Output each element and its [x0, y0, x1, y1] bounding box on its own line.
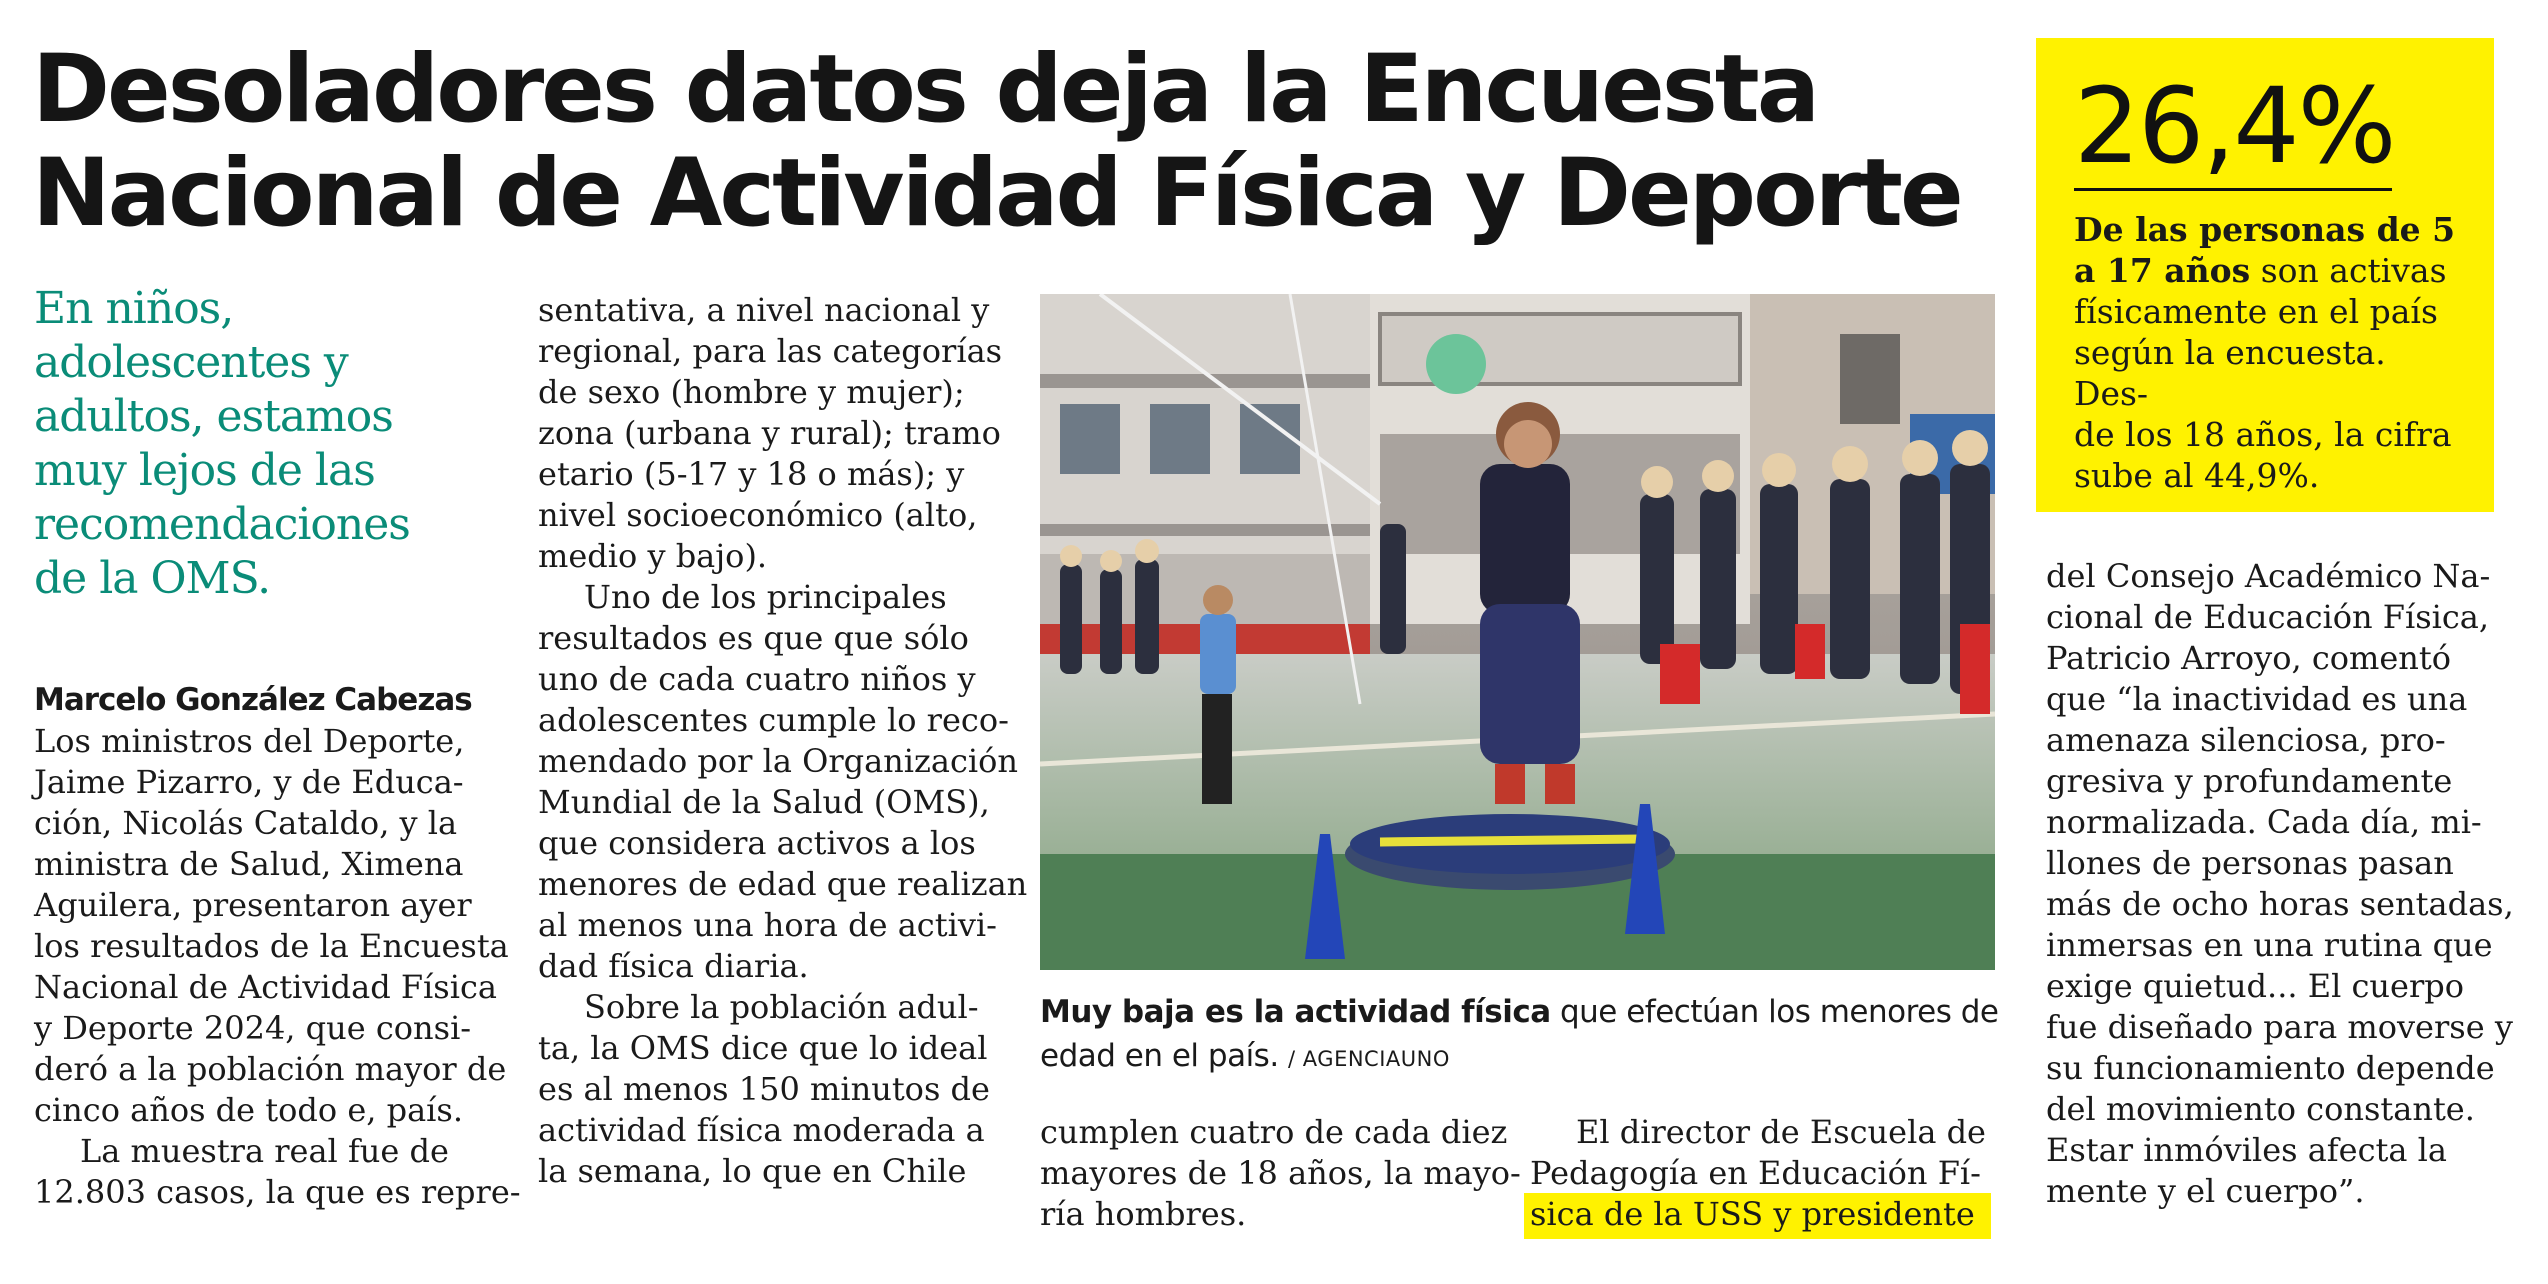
body-line: zona (urbana y rural); tramo [538, 414, 1001, 452]
body-line: Jaime Pizarro, y de Educa- [34, 763, 464, 801]
photo-credit: / AGENCIAUNO [1288, 1047, 1450, 1071]
stat-text-3: físicamente en el país [2074, 292, 2438, 331]
body-line: 12.803 casos, la que es repre- [34, 1173, 521, 1211]
schoolyard-photo-image [1040, 294, 1995, 970]
body-line: medio y bajo). [538, 537, 768, 575]
lead-line: adolescentes y [34, 337, 348, 388]
body-line: Nacional de Actividad Física [34, 968, 497, 1006]
body-line: normalizada. Cada día, mi- [2046, 803, 2482, 841]
body-line: La muestra real fue de [80, 1132, 449, 1170]
body-line: la semana, lo que en Chile [538, 1152, 967, 1190]
headline-line-1: Desoladores datos deja la Encuesta [32, 35, 1818, 144]
body-line: Aguilera, presentaron ayer [34, 886, 472, 924]
body-line: que considera activos a los [538, 824, 976, 862]
body-line: fue diseñado para moverse y [2046, 1008, 2513, 1046]
lead-line: adultos, estamos [34, 391, 393, 442]
stat-text-bold-1: De las personas de 5 [2074, 210, 2456, 249]
body-line: es al menos 150 minutos de [538, 1070, 990, 1108]
body-line: Sobre la población adul- [584, 988, 979, 1026]
stat-text-bold-2: a 17 años [2074, 251, 2251, 290]
body-line: más de ocho horas sentadas, [2046, 885, 2514, 923]
article-column-5 [2046, 556, 2516, 1212]
body-line: ción, Nicolás Cataldo, y la [34, 804, 458, 842]
headline [32, 35, 1992, 248]
lead-line: de la OMS. [34, 553, 271, 604]
news-photo [1040, 294, 1995, 970]
body-line: cinco años de todo e, país. [34, 1091, 463, 1129]
body-line: uno de cada cuatro niños y [538, 660, 976, 698]
body-line: los resultados de la Encuesta [34, 927, 509, 965]
body-line: etario (5-17 y 18 o más); y [538, 455, 965, 493]
body-line: resultados es que que sólo [538, 619, 969, 657]
stat-value: 26,4% [2074, 65, 2395, 187]
body-line: del movimiento constante. [2046, 1090, 2475, 1128]
body-line: inmersas en una rutina que [2046, 926, 2493, 964]
stat-box [2036, 38, 2494, 512]
article-column-4 [1530, 1112, 2010, 1235]
body-line: ta, la OMS dice que lo ideal [538, 1029, 988, 1067]
body-line: al menos una hora de activi- [538, 906, 997, 944]
body-line: nivel socioeconómico (alto, [538, 496, 978, 534]
body-line: de sexo (hombre y mujer); [538, 373, 965, 411]
body-line: Uno de los principales [584, 578, 947, 616]
body-line: amenaza silenciosa, pro- [2046, 721, 2446, 759]
body-line: Patricio Arroyo, comentó [2046, 639, 2452, 677]
body-line: Mundial de la Salud (OMS), [538, 783, 990, 821]
stat-text [2074, 209, 2458, 496]
body-line: cional de Educación Física, [2046, 598, 2490, 636]
lead [34, 282, 464, 606]
article-column-1 [34, 680, 521, 1213]
caption-text-2: edad en el país. [1040, 1038, 1289, 1074]
body-line: regional, para las categorías [538, 332, 1003, 370]
body-line: adolescentes cumple lo reco- [538, 701, 1009, 739]
stat-rule [2074, 188, 2392, 191]
stat-text-rest-2: son activas [2250, 251, 2447, 290]
body-line: deró a la población mayor de [34, 1050, 507, 1088]
headline-line-2: Nacional de Actividad Física y Deporte [32, 139, 1961, 248]
body-line: menores de edad que realizan [538, 865, 1028, 903]
body-line: gresiva y profundamente [2046, 762, 2453, 800]
byline: Marcelo González Cabezas [34, 682, 472, 718]
body-line: mendado por la Organización [538, 742, 1018, 780]
article-column-3 [1040, 1112, 1521, 1235]
lead-line: En niños, [34, 283, 234, 334]
article-column-2 [538, 290, 1028, 1192]
lead-line: muy lejos de las [34, 445, 375, 496]
stat-text-5: de los 18 años, la cifra [2074, 415, 2452, 454]
highlighted-body-line: sica de la USS y presidente [1524, 1193, 1991, 1239]
body-line: exige quietud... El cuerpo [2046, 967, 2464, 1005]
body-line: su funcionamiento depende [2046, 1049, 2495, 1087]
lead-line: recomendaciones [34, 499, 410, 550]
body-line: ministra de Salud, Ximena [34, 845, 464, 883]
photo-caption [1040, 990, 2000, 1081]
caption-text-1: que efectúan los menores de [1550, 994, 1999, 1030]
stat-text-4: según la encuesta. Des- [2074, 333, 2386, 413]
body-line: dad física diaria. [538, 947, 809, 985]
body-line: ría hombres. [1040, 1195, 1247, 1233]
body-line: y Deporte 2024, que consi- [34, 1009, 472, 1047]
caption-bold: Muy baja es la actividad física [1040, 994, 1551, 1030]
body-line: Pedagogía en Educación Fí- [1530, 1154, 1981, 1192]
body-line: cumplen cuatro de cada diez [1040, 1113, 1508, 1151]
body-line: Estar inmóviles afecta la [2046, 1131, 2447, 1169]
stat-text-6: sube al 44,9%. [2074, 456, 2320, 495]
body-line: mayores de 18 años, la mayo- [1040, 1154, 1521, 1192]
body-line: que “la inactividad es una [2046, 680, 2468, 718]
body-line: llones de personas pasan [2046, 844, 2454, 882]
body-line: El director de Escuela de [1576, 1113, 1986, 1151]
body-line: Los ministros del Deporte, [34, 722, 465, 760]
body-line: actividad física moderada a [538, 1111, 985, 1149]
body-line: del Consejo Académico Na- [2046, 557, 2491, 595]
body-line: mente y el cuerpo”. [2046, 1172, 2365, 1210]
body-line: sentativa, a nivel nacional y [538, 291, 990, 329]
